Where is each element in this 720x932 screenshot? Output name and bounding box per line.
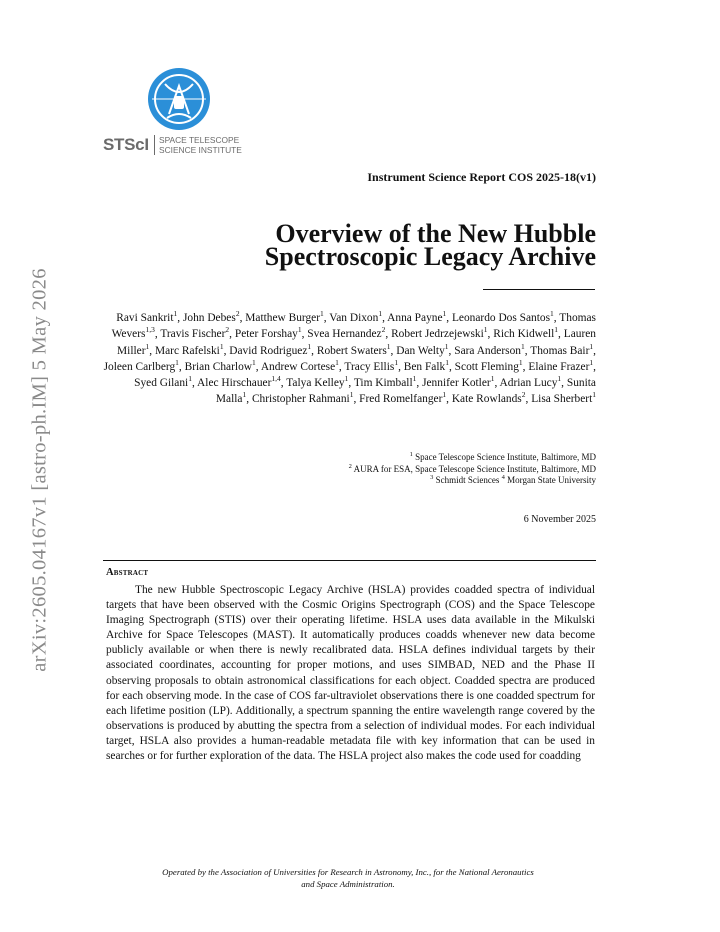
footer-line1: Operated by the Association of Universities for Research in Astronomy, Inc., for the National Aeronautics bbox=[162, 867, 534, 877]
footer-line2: and Space Administration. bbox=[301, 879, 395, 890]
author-name: Scott Fleming$^1$ bbox=[454, 358, 523, 373]
author-name: Van Dixon$^1$ bbox=[329, 309, 383, 324]
author-name: Kate Rowlands$^2$ bbox=[451, 390, 526, 406]
author-name: Talya Kelley$^1$ bbox=[286, 374, 349, 390]
paper-title bbox=[116, 219, 596, 271]
author-name: Christopher Rahmani$^1$ bbox=[251, 390, 354, 406]
affiliation-3-4: $^3$ Schmidt Sciences $^4$ Morgan State University bbox=[430, 474, 596, 486]
author-name: Robert Jedrzejewski$^1$ bbox=[391, 325, 488, 341]
author-name: Matthew Burger$^1$ bbox=[245, 309, 324, 324]
affiliation-1: $^1$ Space Telescope Science Institute, Baltimore, MD bbox=[409, 451, 596, 462]
author-name: Ben Falk$^1$ bbox=[403, 358, 449, 373]
author-list: Ravi Sankrit$^1$, John Debes$^2$, Matthew Burger$^1$, Van Dixon$^1$, Anna Payne$^1$, Leonardo Dos Santos$^1$, Thomas Wevers$^{1,3}$, Travis Fischer$^2$, Peter Forshay$^1$, Svea Hernandez$^2$, Robert Jedrzejewski$^1$, Rich Kidwell$^1$, Lauren Miller$^1$, Marc Rafelski$^1$, David Rodriguez$^1$, Robert Swaters$^1$, Dan Welty$^1$, Sara Anderson$^1$, Thomas Bair$^1$, Joleen Carlberg$^1$, Brian Charlow$^1$, Andrew Cortese$^1$, Tracy Ellis$^1$, Ben Falk$^1$, Scott Fleming$^1$, Elaine Frazer$^1$, Syed Gilani$^1$, Alec Hirschauer$^{1,4}$, Talya Kelley$^1$, Tim Kimball$^1$, Jennifer Kotler$^1$, Adrian Lucy$^1$, Sunita Malla$^1$, Christopher Rahmani$^1$, Fred Romelfanger$^1$, Kate Rowlands$^2$, Lisa Sherbert$^1$ bbox=[103, 309, 596, 406]
logo-divider bbox=[154, 135, 155, 155]
author-name: Tim Kimball$^1$ bbox=[353, 374, 417, 390]
author-name: Robert Swaters$^1$ bbox=[316, 341, 391, 357]
author-name: Brian Charlow$^1$ bbox=[184, 358, 256, 373]
abstract-body: The new Hubble Spectroscopic Legacy Archive (HSLA) provides coadded spectra of individual targets that have been observed with the Cosmic Origins Spectrograph (COS) and the Space Telescope Imaging Spectrograph (STIS) over their operating lifetime. HSLA uses data available in the Mikulski Archive for Space Telescopes (MAST). It automatically produces coadds whenever new data become publicly available or when there is newly recalibrated data. HSLA defines individual targets by their associated coordinates, accounting for proper motions, and uses SIMBAD, NED and the Phase II observing proposals to obtain astronomical classifications for each object. Coadded spectra are produced for each observing mode. In the case of COS far-ultraviolet observations there is one coadded spectrum for each lifetime position (LP). Additionally, a spectrum spanning the entire wavelength range covered by the observations is produced by abutting the spectra from a selection of individual modes. For each individual target, HSLA also provides a human-readable metadata file with key information that can be used in searches or for further exploration of the data. The HSLA project also makes the code used for coadding bbox=[106, 584, 595, 763]
author-name: Anna Payne$^1$ bbox=[387, 309, 447, 324]
affiliations bbox=[349, 452, 596, 487]
report-identifier: Instrument Science Report COS 2025-18(v1) bbox=[367, 170, 596, 184]
author-name: Sunita Malla$^1$ bbox=[215, 377, 596, 406]
author-name: Alec Hirschauer$^{1,4}$ bbox=[197, 374, 281, 390]
author-name: Ravi Sankrit$^1$ bbox=[116, 309, 178, 324]
author-name: Jennifer Kotler$^1$ bbox=[422, 374, 495, 390]
author-name: Syed Gilani$^1$ bbox=[134, 374, 192, 390]
stsci-logo bbox=[103, 66, 303, 166]
author-name: Marc Rafelski$^1$ bbox=[154, 341, 224, 357]
author-name: Rich Kidwell$^1$ bbox=[493, 325, 559, 341]
logo-name-line2: SCIENCE INSTITUTE bbox=[159, 144, 242, 155]
footer-note bbox=[93, 866, 603, 890]
author-name: John Debes$^2$ bbox=[182, 309, 240, 324]
author-name: Dan Welty$^1$ bbox=[396, 341, 449, 357]
title-line2: Spectroscopic Legacy Archive bbox=[264, 242, 596, 271]
author-name: Lauren Miller$^1$ bbox=[117, 328, 596, 357]
author-name: Elaine Frazer$^1$ bbox=[528, 358, 594, 373]
publication-date: 6 November 2025 bbox=[523, 514, 596, 525]
author-name: Peter Forshay$^1$ bbox=[234, 325, 302, 341]
author-name: Travis Fischer$^2$ bbox=[160, 325, 230, 341]
author-name: Fred Romelfanger$^1$ bbox=[359, 390, 447, 406]
title-underline bbox=[483, 289, 595, 290]
author-name: David Rodriguez$^1$ bbox=[229, 341, 312, 357]
author-name: Adrian Lucy$^1$ bbox=[499, 374, 562, 390]
author-name: Lisa Sherbert$^1$ bbox=[531, 390, 596, 406]
logo-institute-name bbox=[159, 136, 242, 155]
abstract-rule bbox=[103, 560, 596, 561]
author-name: Tracy Ellis$^1$ bbox=[344, 358, 399, 373]
title-line1: Overview of the New Hubble bbox=[275, 219, 596, 248]
author-name: Joleen Carlberg$^1$ bbox=[103, 358, 179, 373]
author-name: Thomas Wevers$^{1,3}$ bbox=[111, 312, 596, 341]
logo-name-line1: SPACE TELESCOPE bbox=[159, 135, 240, 145]
logo-acronym: STScI bbox=[103, 135, 149, 154]
abstract-heading: Abstract bbox=[106, 567, 149, 578]
author-name: Svea Hernandez$^2$ bbox=[307, 325, 386, 341]
author-name: Andrew Cortese$^1$ bbox=[260, 358, 339, 373]
author-name: Sara Anderson$^1$ bbox=[454, 341, 525, 357]
affiliation-2: $^2$ AURA for ESA, Space Telescope Science Institute, Baltimore, MD bbox=[348, 462, 596, 474]
author-name: Thomas Bair$^1$ bbox=[530, 341, 594, 357]
arxiv-identifier-text: arXiv:2605.04167v1 [astro-ph.IM] 5 May 2026 bbox=[28, 268, 51, 672]
author-name: Leonardo Dos Santos$^1$ bbox=[451, 309, 554, 324]
